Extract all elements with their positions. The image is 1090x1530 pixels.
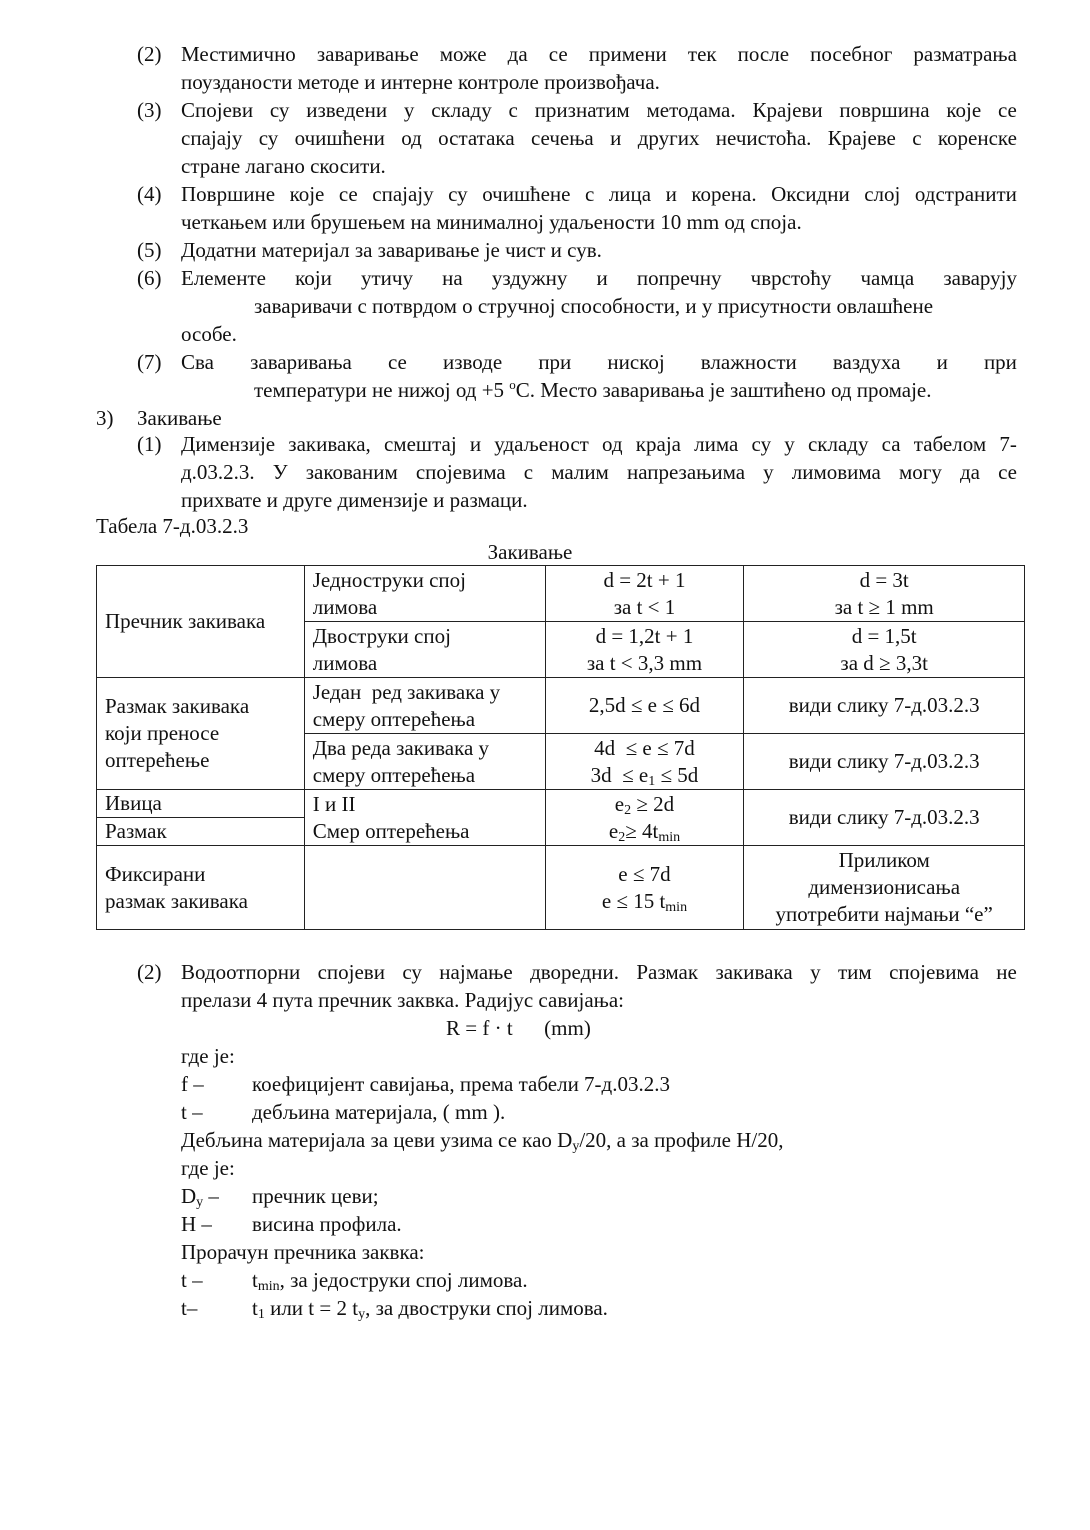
subscript: 2 (618, 829, 626, 845)
text: смеру оптерећења (312, 706, 476, 731)
table-label: Табела 7-д.03.2.3 (96, 514, 249, 538)
def-symbol: t – (181, 1268, 203, 1292)
paragraph-line: Елементе који утичу на уздужну и попречну чврстоћу чамца заварују (181, 266, 1017, 290)
cell-formula (545, 846, 744, 930)
text: D (181, 1184, 197, 1208)
paragraph-line: прелази 4 пута пречник заквка. Радијус савијања: (181, 988, 624, 1012)
def-symbol: t– (181, 1296, 198, 1320)
cell-formula (744, 622, 1025, 678)
text: 3d ≤ e (590, 762, 649, 787)
text: за t < 3,3 mm (586, 650, 703, 675)
degree-sign: o (509, 377, 516, 392)
text: или t = 2 t (264, 1296, 359, 1320)
subscript: y (572, 1139, 580, 1154)
text: /20, а за профиле H/20, (579, 1128, 784, 1152)
subscript: min (257, 1279, 280, 1294)
subscript: y (358, 1307, 366, 1322)
table-row (97, 846, 1025, 930)
paragraph-line: Додатни материјал за заваривање је чист и сув. (181, 238, 602, 262)
paragraph-line: Местимично заваривање може да се примени тек после посебног разматрања (181, 42, 1017, 66)
riveting-table (96, 565, 1025, 930)
text: Двоструки спој (312, 623, 451, 648)
subscript: y (196, 1195, 204, 1210)
cell-desc (304, 622, 545, 678)
cell-formula (744, 566, 1025, 622)
def-text: дебљина материјала, ( mm ). (252, 1100, 506, 1124)
text: t (252, 1296, 258, 1320)
text (548, 818, 742, 845)
def-symbol (181, 1182, 219, 1210)
section-title: Закивање (137, 406, 222, 430)
def-symbol: H – (181, 1212, 212, 1236)
cell-empty (304, 846, 545, 930)
text: Дебљина материјала за цеви узима се као D (181, 1128, 573, 1152)
cell-reference: види слику 7-д.03.2.3 (744, 678, 1025, 734)
where-label: где је: (181, 1156, 235, 1180)
text: e (608, 818, 619, 843)
item-number: (3) (137, 98, 162, 122)
paragraph-line: Површине које се спајају су очишћене с лица и корена. Оксидни слој одстранити (181, 182, 1017, 206)
paragraph-line: прихвате и друге димензије и размаци. (181, 488, 528, 512)
text (548, 888, 742, 915)
text-fragment: C. Место заваривања је заштићено од промаје. (515, 378, 932, 402)
row-label (97, 678, 305, 790)
item-number: (4) (137, 182, 162, 206)
def-symbol: f – (181, 1072, 204, 1096)
item-number: (5) (137, 238, 162, 262)
cell-reference: види слику 7-д.03.2.3 (744, 790, 1025, 846)
def-text: висина профила. (252, 1212, 402, 1236)
text: , за једоструки спој лимова. (279, 1268, 528, 1292)
row-label: Пречник закивака (97, 566, 305, 678)
item-number: (6) (137, 266, 162, 290)
text: e (614, 791, 625, 816)
def-text: пречник цеви; (252, 1184, 379, 1208)
text: размак закивака (105, 888, 248, 913)
cell-formula (545, 622, 744, 678)
text (548, 791, 742, 818)
text: e ≤ 7d (618, 861, 671, 886)
def-symbol: t – (181, 1100, 203, 1124)
paragraph-line: спајају су очишћени од остатака сечења и других нечистоћа. Крајеве с коренске (181, 126, 1017, 150)
text: I и II (312, 791, 356, 816)
text: Фиксирани (105, 861, 206, 886)
text: оптерећење (105, 748, 210, 772)
cell-formula (545, 734, 744, 790)
text: који преносе (105, 721, 220, 745)
text: димензионисања (808, 875, 961, 899)
text: – (203, 1184, 219, 1208)
paragraph-line: поузданости методе и интерне контроле произвођача. (181, 70, 660, 94)
table-row (97, 678, 1025, 734)
text: ≤ 5d (655, 762, 699, 787)
text: за t < 1 (613, 594, 676, 619)
text: лимова (312, 650, 378, 675)
cell-formula (545, 790, 744, 846)
table-row (97, 566, 1025, 622)
text: d = 3t (859, 567, 909, 592)
text: ≥ 4t (625, 818, 659, 843)
text: Размак закивака (105, 694, 250, 718)
paragraph-line: Сва заваривања се изводе при ниској влажности ваздуха и при (181, 350, 1017, 374)
item-number: (1) (137, 432, 162, 456)
section-number: 3) (96, 406, 114, 430)
table-caption: Закивање (487, 540, 573, 564)
text: d = 2t + 1 (603, 567, 686, 592)
text: Смер оптерећења (312, 818, 470, 843)
paragraph-line (254, 376, 932, 404)
text: Један ред закивака у (312, 679, 501, 704)
table-row (97, 790, 1025, 818)
text: 4d ≤ e ≤ 7d (594, 735, 695, 760)
row-label: Ивица (97, 790, 305, 818)
text: Приликом (838, 848, 930, 872)
cell-desc (304, 678, 545, 734)
item-number: (2) (137, 42, 162, 66)
cell-desc (304, 790, 545, 846)
paragraph-line: Димензије закивака, смештај и удаљеност од краја лима су у складу са табелом 7- (181, 432, 1017, 456)
def-text (252, 1266, 528, 1294)
item-number: (7) (137, 350, 162, 374)
text: употребити најмањи “e” (775, 902, 993, 926)
paragraph-line: стране лагано скосити. (181, 154, 386, 178)
text: t (252, 1268, 258, 1292)
paragraph-line: Водоотпорни спојеви су најмање дворедни. Размак закивака у тим спојевима не (181, 960, 1017, 984)
paragraph-line: д.03.2.3. У закованим спојевима с малим напрезањима у лимовима могу да се (181, 460, 1017, 484)
text (548, 762, 742, 789)
cell-note (744, 846, 1025, 930)
text: d = 1,5t (851, 623, 917, 648)
text: лимова (312, 594, 378, 619)
paragraph-line: заваривачи с потврдом о стручној способности, и у присутности овлашћене (254, 294, 934, 318)
where-label: где је: (181, 1044, 235, 1068)
text: Два реда закивака у (312, 735, 490, 760)
cell-desc (304, 734, 545, 790)
formula: R = f · t (mm) (446, 1016, 591, 1040)
paragraph-line: особе. (181, 322, 237, 346)
def-text (252, 1294, 608, 1322)
cell-formula: 2,5d ≤ e ≤ 6d (545, 678, 744, 734)
text-fragment: температури не нижој од +5 (254, 378, 510, 402)
text: Једноструки спој (312, 567, 466, 592)
text: ≥ 2d (631, 791, 675, 816)
text: e ≤ 15 t (601, 888, 666, 913)
cell-formula (545, 566, 744, 622)
text: d = 1,2t + 1 (595, 623, 694, 648)
subscript: 2 (624, 802, 632, 818)
row-label (97, 846, 305, 930)
item-number: (2) (137, 960, 162, 984)
text: , за двоструки спој лимова. (365, 1296, 608, 1320)
subscript: 1 (257, 1307, 265, 1322)
text: за d ≥ 3,3t (840, 650, 928, 675)
paragraph-line (181, 1126, 783, 1154)
row-label: Размак (97, 818, 305, 846)
paragraph-line: Прорачун пречника заквка: (181, 1240, 425, 1264)
paragraph-line: четкањем или брушењем на минималној удаљености 10 mm од споја. (181, 210, 802, 234)
cell-reference: види слику 7-д.03.2.3 (744, 734, 1025, 790)
def-text: коефицијент савијања, према табели 7-д.03.2.3 (252, 1072, 670, 1096)
paragraph-line: Спојеви су изведени у складу с признатим методама. Крајеви површина које се (181, 98, 1017, 122)
subscript: min (665, 899, 688, 915)
text: за t ≥ 1 mm (834, 594, 934, 619)
subscript: 1 (648, 773, 656, 789)
subscript: min (658, 829, 681, 845)
text: смеру оптерећења (312, 762, 476, 787)
cell-desc (304, 566, 545, 622)
